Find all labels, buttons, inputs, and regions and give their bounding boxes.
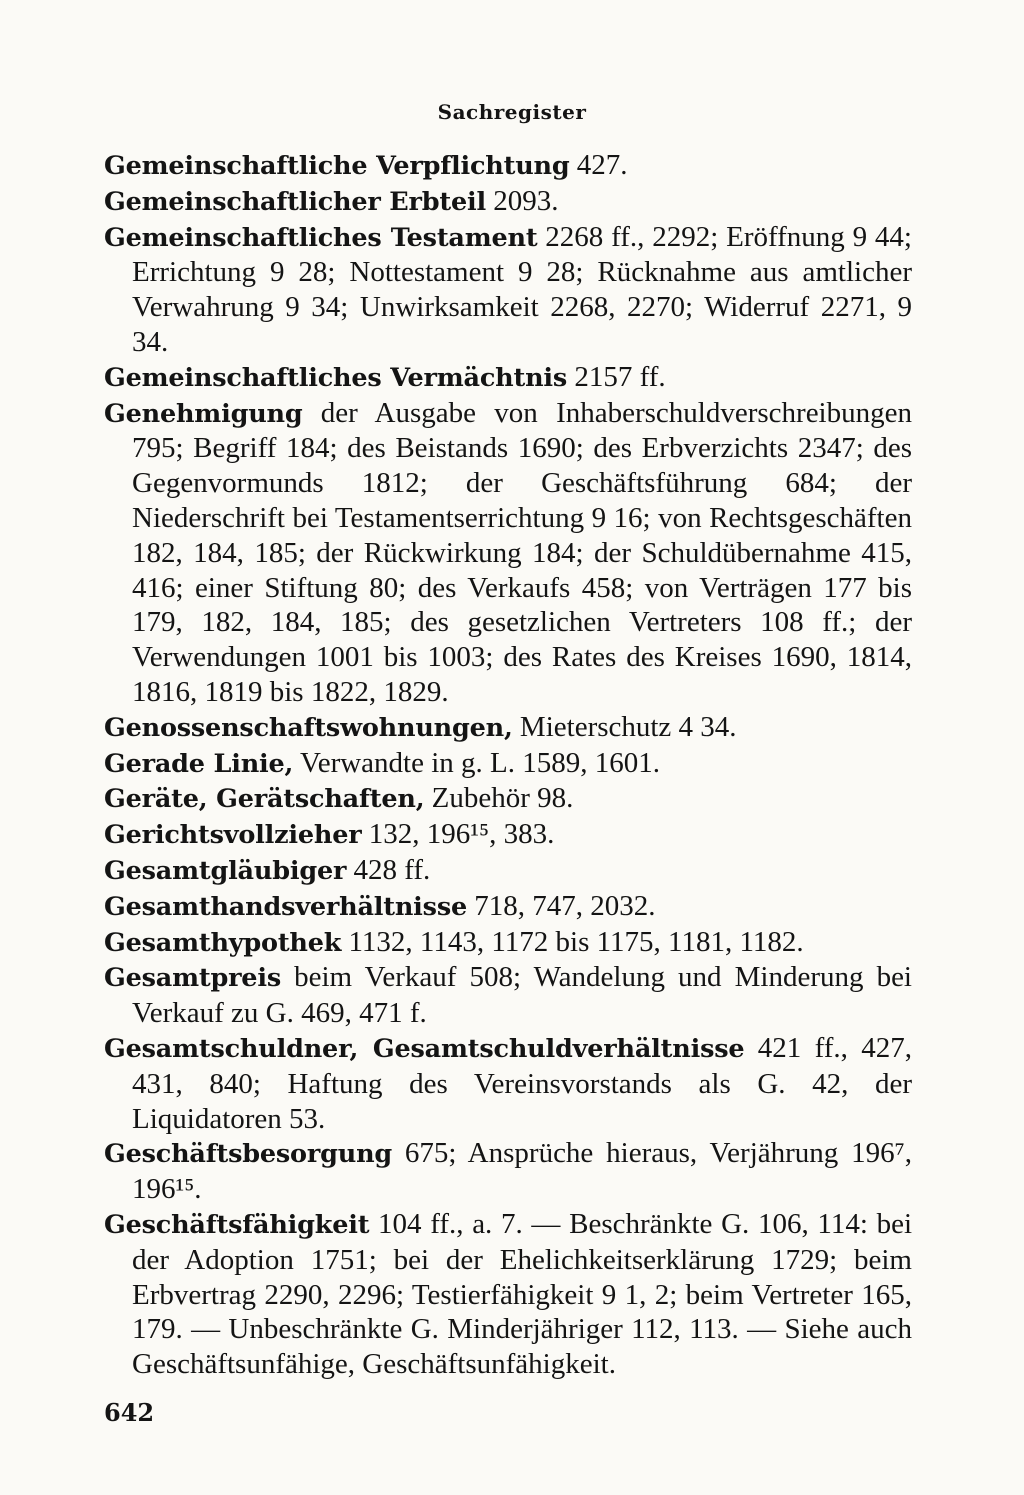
entry-term: Gerade Linie, xyxy=(104,748,294,779)
entry-term: Gesamtschuldner, Gesamtschuldverhältnisse xyxy=(104,1033,745,1064)
index-entry xyxy=(104,889,912,925)
subject-index xyxy=(104,148,912,1382)
entry-term: Geschäftsfähigkeit xyxy=(104,1209,370,1240)
index-entry xyxy=(104,396,912,710)
index-entry xyxy=(104,360,912,396)
entry-text: 2093. xyxy=(485,184,559,217)
index-entry xyxy=(104,960,912,1031)
entry-text: Zubehör 98. xyxy=(424,782,574,815)
index-entry xyxy=(104,184,912,220)
entry-text: 428 ff. xyxy=(346,853,431,886)
entry-text: 2157 ff. xyxy=(567,360,666,393)
entry-text: 132, 196¹⁵, 383. xyxy=(361,818,555,851)
entry-text: 675; Ansprüche hieraus, Verjährung 196⁷, 196¹⁵. xyxy=(132,1137,912,1206)
entry-term: Genossenschaftswohnungen, xyxy=(104,712,513,743)
entry-text: 1132, 1143, 1172 bis 1175, 1181, 1182. xyxy=(341,925,804,958)
index-entry xyxy=(104,1136,912,1207)
index-entry xyxy=(104,148,912,184)
entry-term: Genehmigung xyxy=(104,398,303,429)
entry-text: 427. xyxy=(569,149,628,181)
entry-text: 2268 ff., 2292; Eröffnung 9 44; Errichtung 9 28; Nottestament 9 28; Rücknahme aus amtlicher Verwahrung 9 34; Unwirksamkeit 2268, 2270; Widerruf 2271, 9 34. xyxy=(132,220,912,358)
entry-term: Gesamthypothek xyxy=(104,927,342,958)
index-entry xyxy=(104,710,912,746)
index-entry xyxy=(104,925,912,961)
entry-term: Gemeinschaftliches Testament xyxy=(104,222,538,253)
entry-text: 421 ff., 427, 431, 840; Haftung des Vereinsvorstands als G. 42, der Liquidatoren 53. xyxy=(132,1031,912,1135)
index-entry xyxy=(104,817,912,853)
running-head: Sachregister xyxy=(437,100,587,124)
entry-term: Gemeinschaftlicher Erbteil xyxy=(104,186,486,217)
entry-term: Gesamtgläubiger xyxy=(104,855,347,886)
entry-term: Geräte, Gerätschaften, xyxy=(104,784,425,815)
entry-text: 104 ff., a. 7. — Beschränkte G. 106, 114: bei der Adoption 1751; bei der Ehelichkeitserklärung 1729; beim Erbvertrag 2290, 2296; Testierfähigkeit 9 1, 2; beim Vertreter 165, 179. — Unbeschränkte G. Minderjähriger 112, 113. — Siehe auch Geschäftsunfähige, Geschäftsunfähigkeit. xyxy=(132,1207,912,1381)
entry-text: Verwandte in g. L. 1589, 1601. xyxy=(293,746,660,779)
entry-text: der Ausgabe von Inhaberschuldverschreibungen 795; Begriff 184; des Beistands 1690; des Erbverzichts 2347; des Gegenvormunds 1812; der Geschäftsführung 684; der Niederschrift bei Testamentserrichtung 9 16; von Rechtsgeschäften 182, 184, 185; der Rückwirkung 184; der Schuldübernahme 415, 416; einer Stiftung 80; des Verkaufs 458; von Verträgen 177 bis 179, 182, 184, 185; des gesetzlichen Vertreters 108 ff.; der Verwendungen 1001 bis 1003; des Rates des Kreises 1690, 1814, 1816, 1819 bis 1822, 1829. xyxy=(132,396,912,708)
entry-text: Mieterschutz 4 34. xyxy=(512,710,737,743)
index-entry xyxy=(104,781,912,817)
page-number: 642 xyxy=(104,1398,155,1427)
entry-term: Gesamthandsverhältnisse xyxy=(104,891,467,922)
entry-text: 718, 747, 2032. xyxy=(467,889,656,922)
index-entry xyxy=(104,1207,912,1382)
entry-term: Gesamtpreis xyxy=(104,963,281,994)
index-entry xyxy=(104,220,912,360)
entry-text: beim Verkauf 508; Wandelung und Minderung bei Verkauf zu G. 469, 471 f. xyxy=(132,961,912,1030)
entry-term: Gemeinschaftliches Vermächtnis xyxy=(104,362,568,393)
index-entry xyxy=(104,853,912,889)
index-entry xyxy=(104,1031,912,1136)
entry-term: Gemeinschaftliche Verpflichtung xyxy=(104,151,570,181)
entry-term: Geschäftsbesorgung xyxy=(104,1139,393,1170)
entry-term: Gerichtsvollzieher xyxy=(104,820,362,851)
index-entry xyxy=(104,746,912,782)
